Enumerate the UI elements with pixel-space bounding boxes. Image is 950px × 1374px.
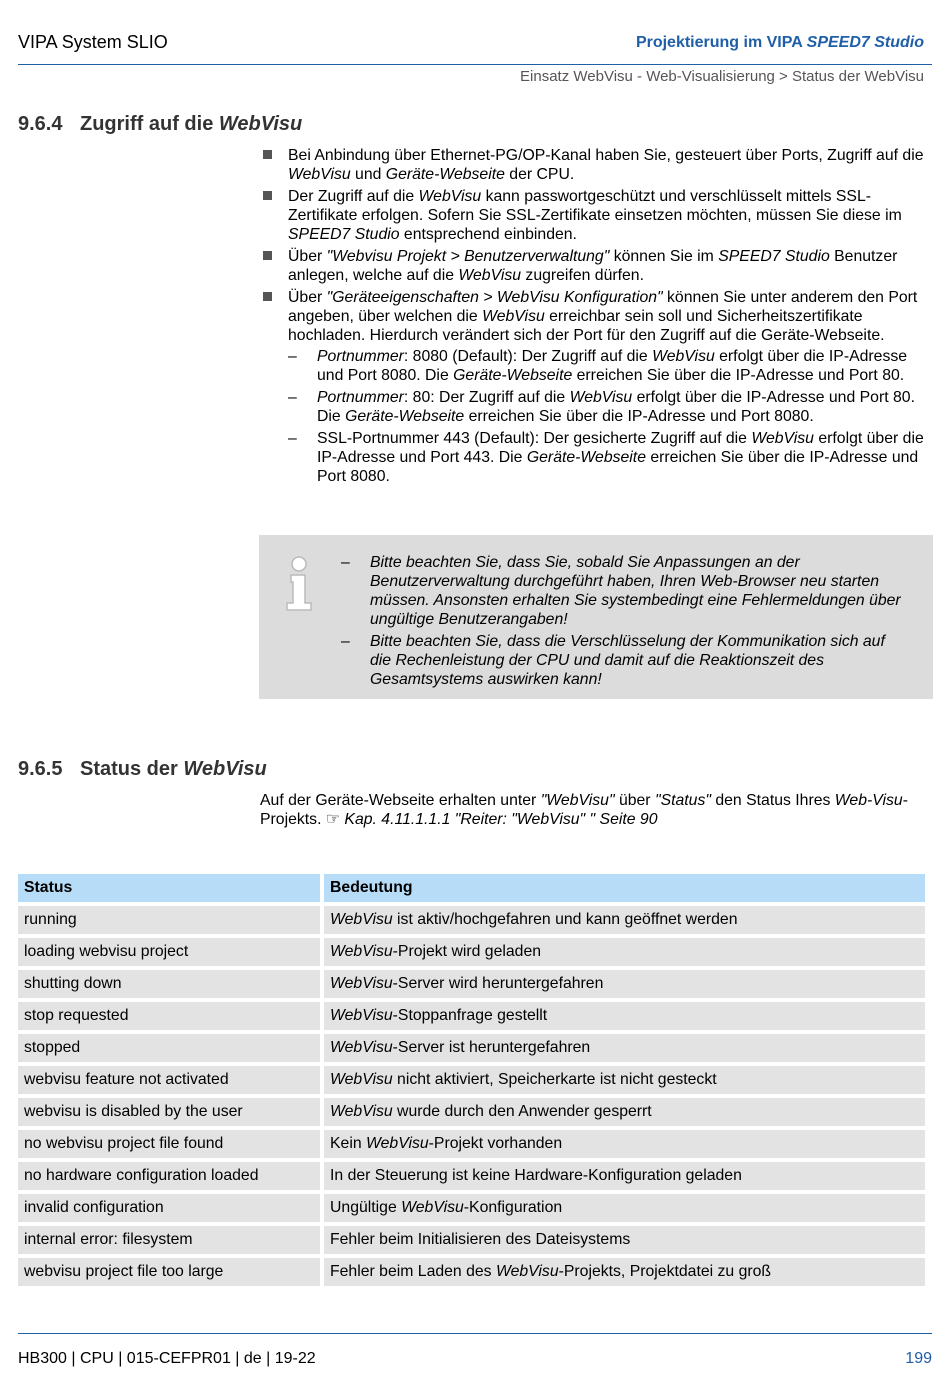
table-row — [18, 938, 925, 966]
status-cell: stop requested — [18, 1002, 320, 1030]
meaning-cell: WebVisu-Projekt wird geladen — [324, 938, 925, 966]
status-cell: no webvisu project file found — [18, 1130, 320, 1158]
table-row — [18, 906, 925, 934]
status-cell: stopped — [18, 1034, 320, 1062]
bullet-square-icon — [263, 251, 272, 260]
table-body — [18, 906, 925, 1286]
table-row — [18, 1130, 925, 1158]
meaning-cell: WebVisu-Stoppanfrage gestellt — [324, 1002, 925, 1030]
footer-doc-id: HB300 | CPU | 015-CEFPR01 | de | 19-22 — [18, 1350, 316, 1367]
breadcrumb: Einsatz WebVisu - Web-Visualisierung > Status der WebVisu — [520, 68, 924, 85]
table-header-cell: Bedeutung — [324, 874, 925, 902]
status-cell: shutting down — [18, 970, 320, 998]
dash-item: – SSL-Portnummer 443 (Default): Der gesicherte Zugriff auf die WebVisu erfolgt über die IP-Adresse und Port 443. Die Geräte-Webseite erreichen Sie über die IP-Adresse und Port 8080. — [288, 430, 924, 485]
meaning-cell: WebVisu nicht aktiviert, Speicherkarte ist nicht gesteckt — [324, 1066, 925, 1094]
meaning-cell: In der Steuerung ist keine Hardware-Konfiguration geladen — [324, 1162, 925, 1190]
table-row — [18, 970, 925, 998]
table-row — [18, 1066, 925, 1094]
meaning-cell: WebVisu-Server ist heruntergefahren — [324, 1034, 925, 1062]
meaning-cell: Ungültige WebVisu-Konfiguration — [324, 1194, 925, 1222]
meaning-cell: Kein WebVisu-Projekt vorhanden — [324, 1130, 925, 1158]
header-title: VIPA System SLIO — [18, 32, 168, 52]
status-table — [14, 870, 929, 1290]
status-cell: webvisu is disabled by the user — [18, 1098, 320, 1126]
status-cell: webvisu feature not activated — [18, 1066, 320, 1094]
meaning-cell: WebVisu wurde durch den Anwender gesperrt — [324, 1098, 925, 1126]
section-heading-access: 9.6.4 Zugriff auf die WebVisu — [18, 113, 303, 135]
table-row — [18, 1002, 925, 1030]
cross-reference-link[interactable]: ☞ Kap. 4.11.1.1.1 "Reiter: "WebVisu" " Seite 90 — [325, 811, 658, 828]
status-cell: internal error: filesystem — [18, 1226, 320, 1254]
table-header-row — [18, 874, 925, 902]
meaning-cell: Fehler beim Laden des WebVisu-Projekts, Projektdatei zu groß — [324, 1258, 925, 1286]
hand-pointer-icon: ☞ — [325, 811, 345, 828]
bullet-item: Bei Anbindung über Ethernet-PG/OP-Kanal haben Sie, gesteuert über Ports, Zugriff auf die WebVisu und Geräte-Webseite der CPU. — [260, 146, 932, 184]
table-row — [18, 1258, 925, 1286]
bullet-square-icon — [263, 292, 272, 301]
table-row — [18, 1162, 925, 1190]
meaning-cell: Fehler beim Initialisieren des Dateisystems — [324, 1226, 925, 1254]
status-cell: invalid configuration — [18, 1194, 320, 1222]
bullet-square-icon — [263, 191, 272, 200]
status-intro: Auf der Geräte-Webseite erhalten unter "WebVisu" über "Status" den Status Ihres Web-Visu-Projekts. ☞ Kap. 4.11.1.1.1 "Reiter: "WebVisu" " Seite 90 — [260, 792, 908, 828]
section-heading-status: 9.6.5 Status der WebVisu — [18, 758, 267, 780]
dash-item: – Portnummer: 8080 (Default): Der Zugriff auf die WebVisu erfolgt über die IP-Adresse und Port 8080. Die Geräte-Webseite erreichen Sie über die IP-Adresse und Port 80. — [288, 348, 908, 384]
bullet-item: Über "Geräteeigenschaften > WebVisu Konfiguration" können Sie unter anderem den Port angeben, über welchen die WebVisu erreichbar sein soll und Sicherheitszertifikate hochladen. Hierdurch verändert sich der Port für den Zugriff auf die Geräte-Webseite. – Portnummer: 8080 (Default): Der Zugriff auf die WebVisu erfolgt über die IP-Adresse und Port 8080. Die Geräte-Webseite erreichen Sie über die IP-Adresse und Port 80. – Portnummer: 80: Der Zugriff auf die WebVisu erfolgt über die IP-Adresse und Port 80. Die Geräte-Webseite erreichen Sie über die IP-Adresse und Port 8080. – SSL-Portnummer 443 (Default): Der gesicherte Zugriff auf die WebVisu erfolgt über die IP-Adresse und Port 443. Die Geräte-Webseite erreichen Sie über die IP-Adresse und Port 8080. — [260, 288, 932, 486]
access-bullet-list — [260, 146, 932, 489]
status-cell: running — [18, 906, 320, 934]
bullet-item: Über "Webvisu Projekt > Benutzerverwaltung" können Sie im SPEED7 Studio Benutzer anlegen, welche auf die WebVisu zugreifen dürfen. — [260, 247, 932, 285]
header-divider — [18, 64, 932, 65]
table-row — [18, 1226, 925, 1254]
table-header-cell: Status — [18, 874, 320, 902]
header-chapter: Projektierung im VIPA SPEED7 Studio — [635, 34, 924, 51]
table-row — [18, 1034, 925, 1062]
note-item: – Bitte beachten Sie, dass die Verschlüsselung der Kommunikation sich auf die Rechenleistung der CPU und damit auf die Reaktionszeit des Gesamtsystems auswirken kann! — [341, 633, 885, 688]
status-cell: no hardware configuration loaded — [18, 1162, 320, 1190]
info-note-text — [341, 553, 901, 692]
dash-item: – Portnummer: 80: Der Zugriff auf die WebVisu erfolgt über die IP-Adresse und Port 80. Die Geräte-Webseite erreichen Sie über die IP-Adresse und Port 8080. — [288, 389, 915, 425]
note-item: – Bitte beachten Sie, dass Sie, sobald Sie Anpassungen an der Benutzerverwaltung durchgeführt haben, Ihren Web-Browser neu starten müssen. Ansonsten erhalten Sie systembedingt eine Fehlermeldungen über ungültige Benutzerangaben! — [341, 554, 901, 628]
bullet-square-icon — [263, 150, 272, 159]
footer-divider — [18, 1333, 932, 1334]
page-number: 199 — [905, 1350, 932, 1367]
status-cell: loading webvisu project — [18, 938, 320, 966]
table-row — [18, 1098, 925, 1126]
table-row — [18, 1194, 925, 1222]
info-icon — [281, 553, 321, 613]
status-cell: webvisu project file too large — [18, 1258, 320, 1286]
meaning-cell: WebVisu-Server wird heruntergefahren — [324, 970, 925, 998]
meaning-cell: WebVisu ist aktiv/hochgefahren und kann geöffnet werden — [324, 906, 925, 934]
bullet-item: Der Zugriff auf die WebVisu kann passwortgeschützt und verschlüsselt mittels SSL-Zertifikate erfolgen. Sofern Sie SSL-Zertifikate einsetzen möchten, müssen Sie diese im SPEED7 Studio entsprechend einbinden. — [260, 187, 932, 244]
